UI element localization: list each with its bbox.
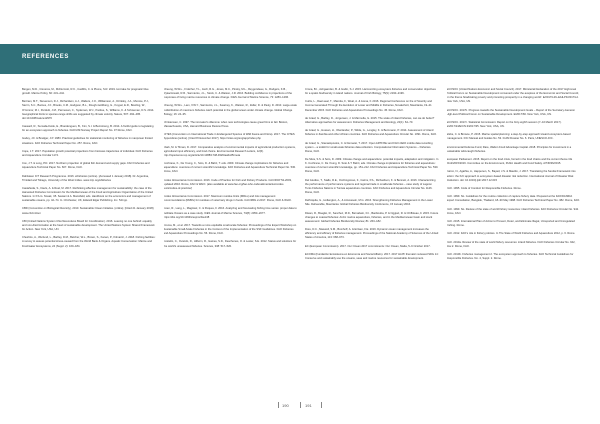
reference-entry: Cochrane, K., De Young, C., Soto, D. & Bahri, T. eds. 2009. Climate change implications for fisheries and aquaculture: overview of current scientific knowledge. FAO Fisheries and Aquaculture Technical Paper No. 530. Rome, FAO. bbox=[163, 162, 296, 174]
reference-entry: de Graaf, G., Stamatopoulos, C. & Demaret, T. 2017. Open ARTFISH and FAO-CEDI mobile data recording system – a toolkit for small-scale fisheries data collection. Computational Information Systems – Fisheries. Rome, FAO. bbox=[305, 141, 433, 153]
reference-entry: Codex Alimentarius Commission. 2016. Code of Practice for Fish and Fishery Products. CAC/RCP 52-2003, updated 2016. Rome, FAO & WHO. (also available at www.fao.org/fao-who-codexalimentarius/codex-texts/codes-of-practice/) bbox=[163, 178, 292, 190]
reference-entry: FAO. 2013a. Review of the state of world fishery resources: inland fisheries. FAO Fisheries Circular No. 942, Rev.2. Rome, FAO. bbox=[446, 240, 576, 248]
reference-entry: Cassard, R., Sumaila-Kwok, E., Brandenguen, B., Kim, S.I. & Bernstreng, B. 2014. A fruitful guide to legislating for an ecosystem approach to fisheries. FAO/UNI Norway Project Report No. 37 Rome, FAO. bbox=[22, 125, 154, 133]
reference-entry: Costello, C., Ovando, D., Hilborn, R., Gaines, S.D., Deschenes, O. & Lester, S.E. 2012. Status and solutions for the world's unassessed fisheries. Science, 338: 517–520. bbox=[163, 240, 297, 248]
reference-entry: Del Giudice, T., Stallo, R.E., Occhiogrosso, F., Cairns, P.A., Richardson, K. & Bennett, A. 2016. Characterizing the performance of performance systems and regional trade in smallscale fisheries – case study of Lagoon Tunis Fisheries Nations in Tunisia aquaculture countries. FAO Fisheries and Aquaculture Circular No. 1126. Rome, FAO. bbox=[305, 178, 436, 194]
reference-entry: Cheshire, A., Wurlund, L., Bartley, D.M., Belcher, W.L., Brown, S., Kanan, P., Kilmaritz, J. 2018. Fishing facilities: A survey to assess potential stress-caused from the World Bank & Organs. Aquatic Conservation: Marine and Freshwater Ecosystems, 24 (Suppl. 2): 160–184. bbox=[22, 236, 156, 248]
reference-entry: de Graaf, G., Hussan, H., Oberlander, P., Wilde, G., Longley, K. & Bernmann, P. 2014. Assessment of inland fisheries in Zambia and other African countries. FAO Fisheries and Aquaculture Circular No. 1091. Rome, FAO. bbox=[305, 129, 437, 137]
references-columns bbox=[22, 88, 580, 392]
reference-entry: Diwan, R., Boaglio, R., Sanchez, M.D., Bernabein, D.I., Bardiouba, P. & Oggiari, R. & Chiffoleau, F. 2015. Future changes to coastal fisheries: Arctic marine aquaculture, fisheries, and in the Mediterranean basin and stock assessment: Global Fisheries Biodiversity Review, 81: 263–182. bbox=[305, 211, 439, 223]
reference-entry: CBD (Convention on Biological Diversity). 2010. Sustainable Ocean Initiative. [online]. [Cited 21 January 2018]. www.cbd.int/soi bbox=[22, 207, 155, 215]
reference-column-2 bbox=[164, 88, 298, 392]
reference-entry: Christensen, C. 1997. The innovator's dilemma: when new technologies cause great firms to fail. Boston, Massachusetts, USA, Harvard Business Review Press. bbox=[163, 120, 288, 129]
reference-entry: Clark, M. & Tilman, D. 2017. Comparative analysis of environmental impacts of agricultural production systems, agricultural input efficiency, and food choice. Environmental Research Letters, 12(6). http://iopscience.iop.org/article/10.1088/1748-9326/aa6cd5/meta bbox=[163, 145, 296, 157]
reference-entry: Coen, R., Lang, L., Magtreel, C. & Peques, F. 2016. Analyzing and forecasting fishing time series: proper data to facilitate Oceans as a case study. ICES Journal of Marine Science, 73(8): 2053–2077. https://doi.org/10.1093/icesjms/fsw138 bbox=[163, 207, 297, 219]
reference-entry: ECOSOC (United Nations Economic and Social Council). 2017. Ministerial Declaration of the 2017 High-level Political Forum on Sustainable Development convened under the auspices of the Economic and Social Council, on the theme 'Eradicating poverty and promoting prosperity in a changing world'. E/2017/L29–E/HLPF/2017/L2. New York, USA, UN. bbox=[446, 88, 580, 104]
reference-entry: FAO. 2013b. Fisheries management 2. The ecosystem approach to fisheries. FAO Technical Guidelines for Responsible Fisheries. No. 4, Suppl. 2. Rome. bbox=[446, 252, 574, 261]
page-number-divider bbox=[278, 402, 279, 408]
reference-entry: FAO. 2012. FAO's role in fishery policies. In The State of World Fisheries and Aquaculture 2012, p. 6. Rome. bbox=[446, 232, 576, 236]
reference-entry: ECOMA (Fundación Ecosistema en Economía and Social Affairs). 2017. 2017 HLPF thematic reviewed SDG 14: Conserve and sustainably use the oceans, seas and marine resources for sustainable development. bbox=[305, 252, 439, 260]
references-header-band bbox=[0, 44, 600, 74]
reference-entry: Cheung, W.W.L., Frolicher, T.L., Asch, R.G., Jones, M.C., Pinsky, M.L., Reygondeau, G., Rodgers, K.B., Rykaczewski, R.R., Sarmiento, J.L., Stock, C. & Watson, J.R. 2016. Building confidence in projections of the responses of living marine resources to climate change. ICES Journal of Marine Science, 73: 1283–1296. bbox=[163, 88, 293, 100]
page-footer bbox=[0, 403, 600, 411]
reference-column-3 bbox=[305, 88, 439, 392]
reference-entry: Dore, D.C., Maxwell, S.M., Bomhoff, A. & Eritsen, F.E. 2016. Dynamic ocean management increases the efficiency and efficacy of fisheries management. Proceedings of the National Academy of Sciences of the United States of America, 113: 668–673. bbox=[305, 228, 439, 240]
reference-entry: FAO. 1995. Code of Conduct for Responsible Fisheries. Rome. bbox=[446, 186, 522, 190]
reference-entry: Dell'Aquila, G., Hollengton, A., & Al-Hussein, M.G. 2016. Strengthening Fisheries Management in the Lower Nile. Deliverable, Mauritania: Global Fisheries Biodiversity Conference, 15 January 2016. bbox=[305, 199, 433, 207]
reference-entry: Bergen, M.D., Cisneros, M., McDermott, R.K., Cardillo, C. & Plume, S.R. 2019. Hot take for pragmatic blue growth. Marine Policy, 60: 231–244. bbox=[22, 88, 149, 96]
page-number-divider bbox=[300, 402, 301, 408]
reference-entry: Crona, B.I., Ashgaerden, B. & Godin, S.J. 2015. Harmonizing ecosystem fisheries and conservation objectives for a spatio biodiversity in island nations. Journal of Fish Biology, 75(9): 2190–2196. bbox=[305, 88, 436, 96]
reference-column-4 bbox=[447, 88, 581, 392]
reference-entry: ECOSOC. 2017c. Statistical Commission: Report on the forty-eighth session (7–10 March 2017). E/2017/24/E/CN.3/2017/35. New York, USA, UN. bbox=[446, 120, 562, 129]
reference-entry: Cope, J.T. 2017. Population growth potential projections from biomass trajectories of individual. FAO Fisheries and Aquaculture Circular 1174. bbox=[22, 149, 153, 157]
page-number-left: 190 bbox=[282, 403, 289, 408]
reference-entry: Godey, J.F. & Bradger, J.P. 1983. Practical guidelines for statistical monitoring of fisheries in manpower limited situations. FAO Fisheries Technical Paper No. 257. Rome, FAO. bbox=[22, 137, 153, 145]
reference-entry: Castañeda, S., Davis, A. & Reel, M. 2017. Rethinking effective management for sustainability: the case of the Harvested Fisheries Commission for the Mediterranean of the Food and Agriculture Organization of the United Nations. In P.A.G. Novak, I.B. Sewani & A. Mansfield, eds. Handbook on the economics and management of sustainable oceans, pp. 42–74. In. Chichester, UK, Edward Elgar Publishing. Inc. 544 pp. bbox=[22, 186, 153, 203]
reference-entry: European Parliament. 2015. Report on the food crisis, forced in the food chains and the current theme CE 0112/2015/2016. Committee on the Environment, Public Health and Food Safety. A7N6/36/2015. bbox=[446, 158, 573, 166]
reference-entry: FAO. 1999. No. Review of the state of world fishery resources: inland fisheries. FAO Fisheries Circular No. 942. Rome, FAO. bbox=[446, 207, 579, 215]
reference-entry: Codex Alimentarius Commission. 2017. Maximum residue limits (MRLs) and risk management recommendations (RMRs) for residues of veterinary drugs in foods. CAC/MRL 2-2017. Rome, FAO & WHO. bbox=[163, 195, 292, 203]
reference-entry: FAO. 2015. International Plan of Action to Prevent, Deter, and Eliminate Illegal, Unreported and Unregulated Fishing. Rome. bbox=[446, 219, 575, 228]
reference-entry: Cox, J.T. & Long, P.D. 2017. Northern projection of global fish demand and supply gaps. FAO Fisheries and Aquaculture Technical Paper No. 607. Rome, FAO. bbox=[22, 162, 150, 170]
reference-entry: FAO. 1999. No. Guidelines for the routine collection of capture fishery data. Prepared at the FAO/DANIDA Expert Consultation, Bangkok, Thailand, 18–30 May 1998. FAO Fisheries Technical Paper No. 382. Rome, FAO. bbox=[446, 195, 580, 203]
reference-entry: de Graaf, G., Bartley, D., Jorgensen, J. & Marmulla, G. 2015. The scale of inland fisheries, can we do better? Alternative approaches for assessment. Fisheries Management and Ecology, 22(1): 64–70. bbox=[305, 116, 435, 124]
reference-entry: Environmental Defense Fund, Rare, Walton Food Advantage Capital. 2018. Principles for investment in a sustainable wild-caught fisheries. bbox=[446, 145, 572, 153]
section-title: REFERENCES bbox=[22, 54, 70, 60]
reference-entry: Fairco, N., Agathia, A., Happenen, S., Bayad, J.S. & Mauldo, J. 2017. Translating the Sendai Framework into action: the IUC approach to ecosystem-based disaster risk reduction. International Journal of Disaster Risk Reduction. doi: 10.1016/j.ijdrr.2017.12.015 bbox=[446, 170, 576, 182]
reference-entry: EC (European Commission). 2017. Our Ocean 2017 commitments: Our Ocean, Malta, 5–6 October 2017. bbox=[305, 244, 431, 248]
reference-entry: Dahlsteen ICT Research Programme. 2016. eFisheries (online). [Accessed 1 January 2018]. Dr. Argentina, Trinidad and Tobago, University of the West Indies. www.cirp.org/efisheries bbox=[22, 174, 149, 182]
reference-entry: ECOSOC. 2017b. Progress towards the Sustainable Development Goals – Report of the Secretary-General. High-level Political Forum on Sustainable Development. E/2017/66. New York, USA, UN. bbox=[446, 108, 576, 116]
reference-entry: Crema, M., et al. 2017. Towards a more equitable small-scale fisheries: Proceedings of the Expert Workshop on Sustainable Small-Scale Fisheries in the Context of the Implementation of the SSF Guidelines. FAO Fisheries and Aquaculture Proceedings No. 56. Rome, FAO. bbox=[163, 223, 297, 236]
reference-entry: De Silva, S.S. & Soto, D. 2009. Climate change and aquaculture: potential impacts, adaptation and mitigation. In K. Cochrane, C. De Young, D. Soto & T. Bahri, eds. Climate change implications for fisheries and aquaculture: overview of current scientific knowledge, pp. 151–212. FAO Fisheries and Aquaculture Technical Paper No. 530. Rome, FAO. bbox=[305, 158, 439, 174]
reference-entry: CITES (Convention on International Trade in Endangered Species of Wild Fauna and Flora). 2017. The CITES Appendices [online]. [Cited 8 December 2017]. https://cites.org/eng/app/index.php bbox=[163, 133, 295, 141]
reference-entry: Bertram, M.T., Stevenson, D.J., Richardson, A.J., Walters, J.O., Williamson, A., Drinkley, J.A., Munroe, P.J., Sterrn, S.C., Barnes, J.F., Brooks, C.M., Hodgson, B.L., Rough-Goldberg, G., Kuypel, E.R., Bowling, W., O'Connor, M.I., Perdutti, J.M., Parmesan, C., Sydeman, W.J., Pardue, S., Williams, K. & Schoeman, D.S. 2014. Geographical limits to species-range shifts are suggested by climate velocity. Nature, 507: 492–495. doi:10.1038/nature12976 bbox=[22, 100, 155, 120]
reference-column-1 bbox=[22, 88, 156, 392]
reference-entry: Cheung, W.W.L., Lam, V.W.Y., Sarmiento, J.L., Kearney, K., Watson, R., Zeller, D. & Pauly, D. 2010. Large-scale redistribution of maximum fisheries catch potential in the global ocean under climate change. Global Change Biology, 16: 24–35. bbox=[163, 104, 297, 116]
page-number-right: 191 bbox=[305, 403, 312, 408]
reference-entry: Elsbe, C. & Browne, P. 2015. Marine spatial planning: a step-by-step approach toward ecosystem-based management. IOC Manual and Guides No. 53. ICAM Dossier No. 6. Paris, UNESCO-IOC. bbox=[446, 133, 571, 141]
page-number-divider bbox=[321, 402, 322, 408]
reference-entry: Curtis, L., Dael-seal, T., Marotta, F., Weal, A. & Arena, F. 2016. Regional Conference on the of Scarcity and Income Generated Through the Evolution of Lower and Middle in Fisheries, Novakchott, Mauritania, 19–21 December 2015. FAO Fisheries and Aquaculture Proceedings No. 45. Rome, FAO. bbox=[305, 100, 432, 112]
reference-entry: CBI (United Nations System Chief Executives Board for Coordination). 2016. Leaving no one behind: equality and non-discrimination at the heart of sustainable development. The United Nations System Shared Framework for Action. New York, USA, UN. bbox=[22, 219, 155, 232]
